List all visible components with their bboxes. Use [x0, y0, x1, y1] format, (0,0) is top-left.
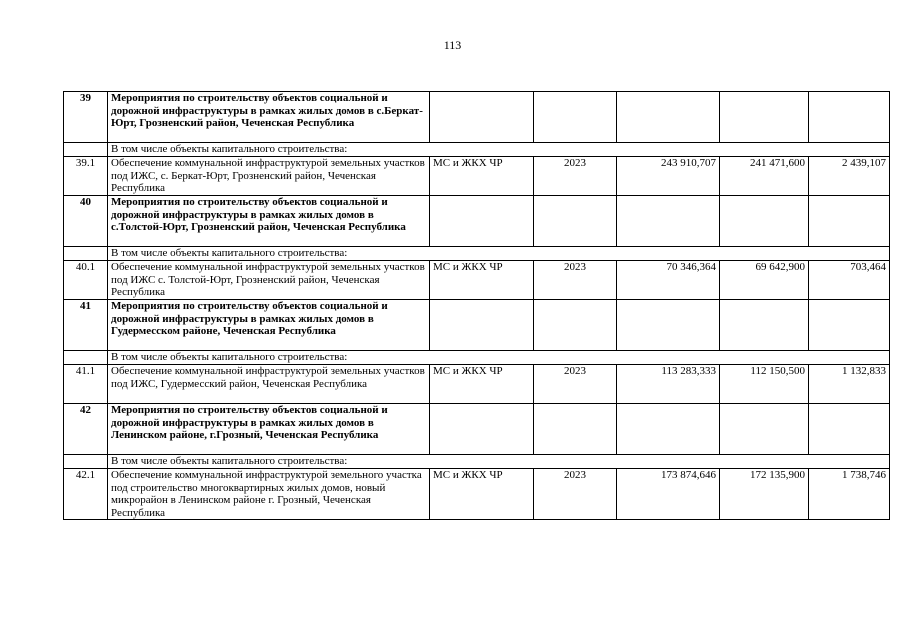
- item-number: 39.1: [64, 157, 108, 196]
- item-number: 40.1: [64, 261, 108, 300]
- item-executor: МС и ЖКХ ЧР: [430, 469, 534, 520]
- program-table: [63, 91, 890, 520]
- subheader-text: В том числе объекты капитального строительства:: [108, 351, 890, 365]
- item-regional: 1 132,833: [809, 365, 890, 404]
- item-total: 243 910,707: [617, 157, 720, 196]
- subheader-row: [64, 351, 890, 365]
- item-name: Обеспечение коммунальной инфраструктурой земельных участков под ИЖС, Гудермесский район, Чеченская Республика: [108, 365, 430, 404]
- item-federal: 172 135,900: [720, 469, 809, 520]
- item-number: 42.1: [64, 469, 108, 520]
- item-name: Обеспечение коммунальной инфраструктурой земельных участков под ИЖС с. Толстой-Юрт, Грозненский район, Чеченская Республика: [108, 261, 430, 300]
- item-year: 2023: [534, 365, 617, 404]
- section-number: 42: [64, 404, 108, 455]
- item-year: 2023: [534, 261, 617, 300]
- item-regional: 703,464: [809, 261, 890, 300]
- subheader-row: [64, 247, 890, 261]
- item-federal: 69 642,900: [720, 261, 809, 300]
- section-title: Мероприятия по строительству объектов социальной и дорожной инфраструктуры в рамках жилых домов в с.Беркат-Юрт, Грозненский район, Чеченская Республика: [108, 92, 430, 143]
- item-row: [64, 469, 890, 520]
- item-regional: 1 738,746: [809, 469, 890, 520]
- item-total: 70 346,364: [617, 261, 720, 300]
- subheader-row: [64, 455, 890, 469]
- subheader-text: В том числе объекты капитального строительства:: [108, 247, 890, 261]
- item-total: 113 283,333: [617, 365, 720, 404]
- section-row: [64, 196, 890, 247]
- subheader-text: В том числе объекты капитального строительства:: [108, 143, 890, 157]
- item-executor: МС и ЖКХ ЧР: [430, 261, 534, 300]
- item-row: [64, 157, 890, 196]
- section-row: [64, 404, 890, 455]
- item-number: 41.1: [64, 365, 108, 404]
- item-executor: МС и ЖКХ ЧР: [430, 365, 534, 404]
- item-executor: МС и ЖКХ ЧР: [430, 157, 534, 196]
- page-number: 113: [443, 38, 462, 52]
- item-name: Обеспечение коммунальной инфраструктурой земельных участков под ИЖС, с. Беркат-Юрт, Грозненский район, Чеченская Республика: [108, 157, 430, 196]
- item-row: [64, 261, 890, 300]
- item-total: 173 874,646: [617, 469, 720, 520]
- item-name: Обеспечение коммунальной инфраструктурой земельного участка под строительство многоквартирных жилых домов, новый микрорайон в Ленинском районе г. Грозный, Чеченская Республика: [108, 469, 430, 520]
- subheader-text: В том числе объекты капитального строительства:: [108, 455, 890, 469]
- item-year: 2023: [534, 157, 617, 196]
- item-federal: 241 471,600: [720, 157, 809, 196]
- section-row: [64, 92, 890, 143]
- section-number: 40: [64, 196, 108, 247]
- section-number: 41: [64, 300, 108, 351]
- section-title: Мероприятия по строительству объектов социальной и дорожной инфраструктуры в рамках жилых домов в Гудермесском районе, Чеченская Республика: [108, 300, 430, 351]
- section-row: [64, 300, 890, 351]
- item-year: 2023: [534, 469, 617, 520]
- item-regional: 2 439,107: [809, 157, 890, 196]
- item-federal: 112 150,500: [720, 365, 809, 404]
- section-number: 39: [64, 92, 108, 143]
- subheader-row: [64, 143, 890, 157]
- section-title: Мероприятия по строительству объектов социальной и дорожной инфраструктуры в рамках жилых домов в с.Толстой-Юрт, Грозненский район, Чеченская Республика: [108, 196, 430, 247]
- item-row: [64, 365, 890, 404]
- section-title: Мероприятия по строительству объектов социальной и дорожной инфраструктуры в рамках жилых домов в Ленинском районе, г.Грозный, Чеченская Республика: [108, 404, 430, 455]
